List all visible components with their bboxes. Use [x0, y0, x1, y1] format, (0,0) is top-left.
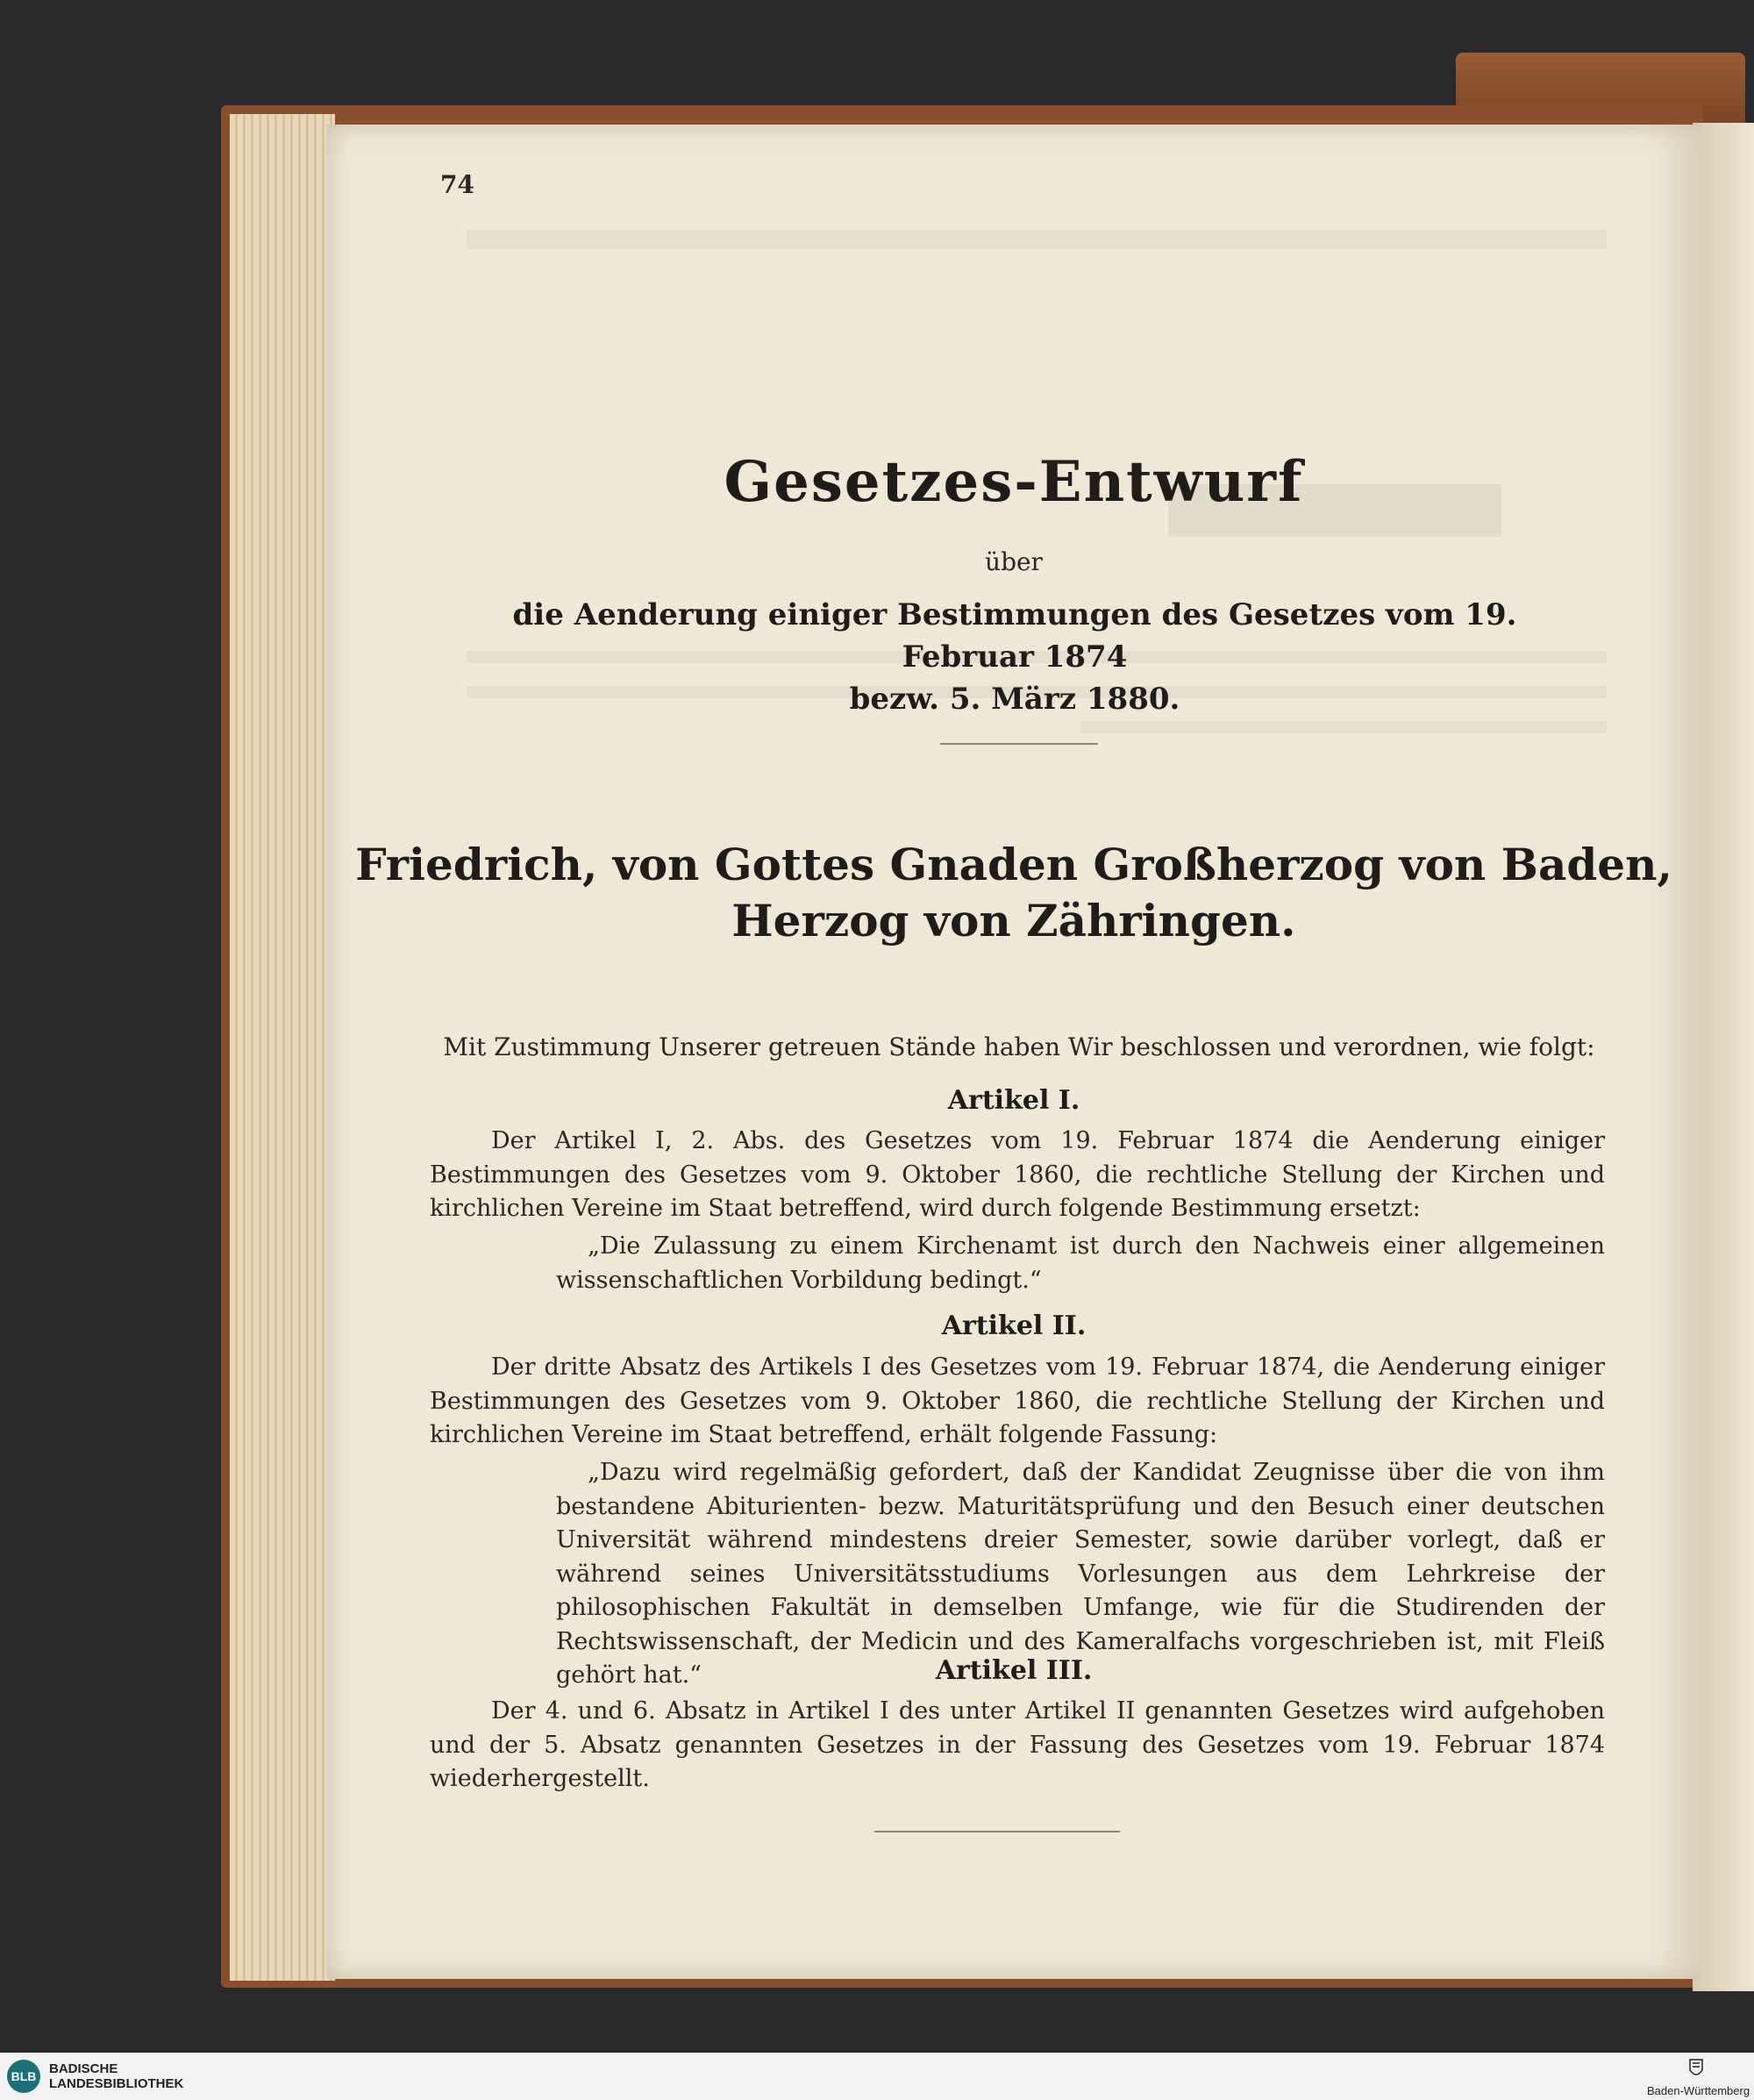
library-name-line: BADISCHE: [49, 2061, 118, 2076]
coat-of-arms-icon: [1688, 2056, 1704, 2081]
footer-bar: [0, 2053, 1754, 2100]
page-edges: [230, 114, 335, 1981]
subject-line: die Aenderung einiger Bestimmungen des Gesetzes vom 19. Februar 1874: [512, 597, 1517, 675]
page-number: 74: [440, 170, 474, 199]
sovereign-line: Friedrich, von Gottes Gnaden Großherzog von Baden,: [355, 839, 1672, 890]
document-subject: [475, 594, 1554, 720]
document-title: Gesetzes-Entwurf: [724, 449, 1304, 515]
article-3-heading: Artikel III.: [935, 1655, 1093, 1686]
title-connector: über: [985, 547, 1043, 576]
library-name[interactable]: [49, 2061, 183, 2091]
region-label: Baden-Württemberg: [1647, 2084, 1750, 2097]
sovereign-line: Herzog von Zähringen.: [731, 895, 1296, 946]
document-page: [326, 125, 1701, 1979]
sovereign-title: [326, 837, 1701, 949]
divider-rule: [940, 743, 1098, 745]
blb-logo-icon[interactable]: BLB: [7, 2060, 40, 2093]
article-1-text: Der Artikel I, 2. Abs. des Gesetzes vom 19. Februar 1874 die Aenderung einiger Bestimmungen des Gesetzes vom 9. Oktober 1860, die rechtliche Stellung der Kirchen und kirchlichen Vereine im Staat betreffend, wird durch folgende Bestimmung ersetzt:: [430, 1127, 1605, 1222]
subject-line: bezw. 5. März 1880.: [849, 682, 1180, 717]
article-2-text: Der dritte Absatz des Artikels I des Gesetzes vom 19. Februar 1874, die Aenderung einiger Bestimmungen des Gesetzes vom 9. Oktober 1860, die rechtliche Stellung der Kirchen und kirchlichen Vereine im Staat betreffend, erhält folgende Fassung:: [430, 1354, 1605, 1448]
enacting-formula: Mit Zustimmung Unserer getreuen Stände haben Wir beschlossen und verordnen, wie folgt:: [443, 1032, 1595, 1061]
facing-page-edge: [1693, 123, 1754, 1991]
end-rule: [874, 1831, 1120, 1832]
article-3-text: Der 4. und 6. Absatz in Artikel I des unter Artikel II genannten Gesetzes wird aufgehoben und der 5. Absatz genannten Gesetzes in der Fassung des Gesetzes vom 19. Februar 1874 wiederhergestellt.: [430, 1697, 1605, 1792]
article-1-quote: „Die Zulassung zu einem Kirchenamt ist durch den Nachweis einer allgemeinen wissenschaftlichen Vorbildung bedingt.“: [556, 1232, 1605, 1294]
article-1-heading: Artikel I.: [947, 1085, 1080, 1116]
library-name-line: LANDESBIBLIOTHEK: [49, 2076, 184, 2091]
article-2-heading: Artikel II.: [941, 1311, 1087, 1341]
article-2-quote: „Dazu wird regelmäßig gefordert, daß der Kandidat Zeugnisse über die von ihm bestandene Abiturienten- bezw. Maturitätsprüfung und den Besuch einer deutschen Universität während mindestens dreier Semester, sowie darüber vorlegt, daß er während seines Universitätsstudiums Vorlesungen aus dem Lehrkreise der philosophischen Fakultät in demselben Umfange, wie für die Studirenden der Rechtswissenschaft, der Medicin und des Kameralfachs vorgeschrieben ist, mit Fleiß gehört hat.“: [556, 1459, 1605, 1689]
